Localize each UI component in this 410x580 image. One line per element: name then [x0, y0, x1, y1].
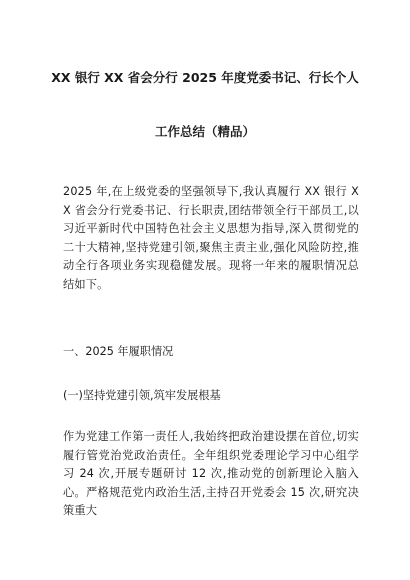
intro-paragraph: 2025 年,在上级党委的坚强领导下,我认真履行 XX 银行 XX 省会分行党委书记、行长职责,团结带领全行干部员工,以习近平新时代中国特色社会主义思想为指导,深入贯彻党的二十大精神,坚持党建引领,聚焦主责主业,强化风险防控,推动全行各项业务实现稳健发展。现将一年来的履职情况总结如下。	[63, 185, 359, 291]
document-title-line-2: 工作总结（精品）	[154, 124, 255, 139]
body-paragraph: 作为党建工作第一责任人,我始终把政治建设摆在首位,切实履行管党治党政治责任。全年组织党委理论学习中心组学习 24 次,开展专题研讨 12 次,推动党的创新理论入脑入心。严格规范党内政治生活,主持召开党委会 15 次,研究决策重大	[63, 430, 359, 518]
section-heading: 一、2025 年履职情况	[63, 345, 174, 358]
document-title-line-1: XX 银行 XX 省会分行 2025 年度党委书记、行长个人	[51, 70, 359, 85]
subsection-heading: (一)坚持党建引领,筑牢发展根基	[63, 389, 221, 402]
